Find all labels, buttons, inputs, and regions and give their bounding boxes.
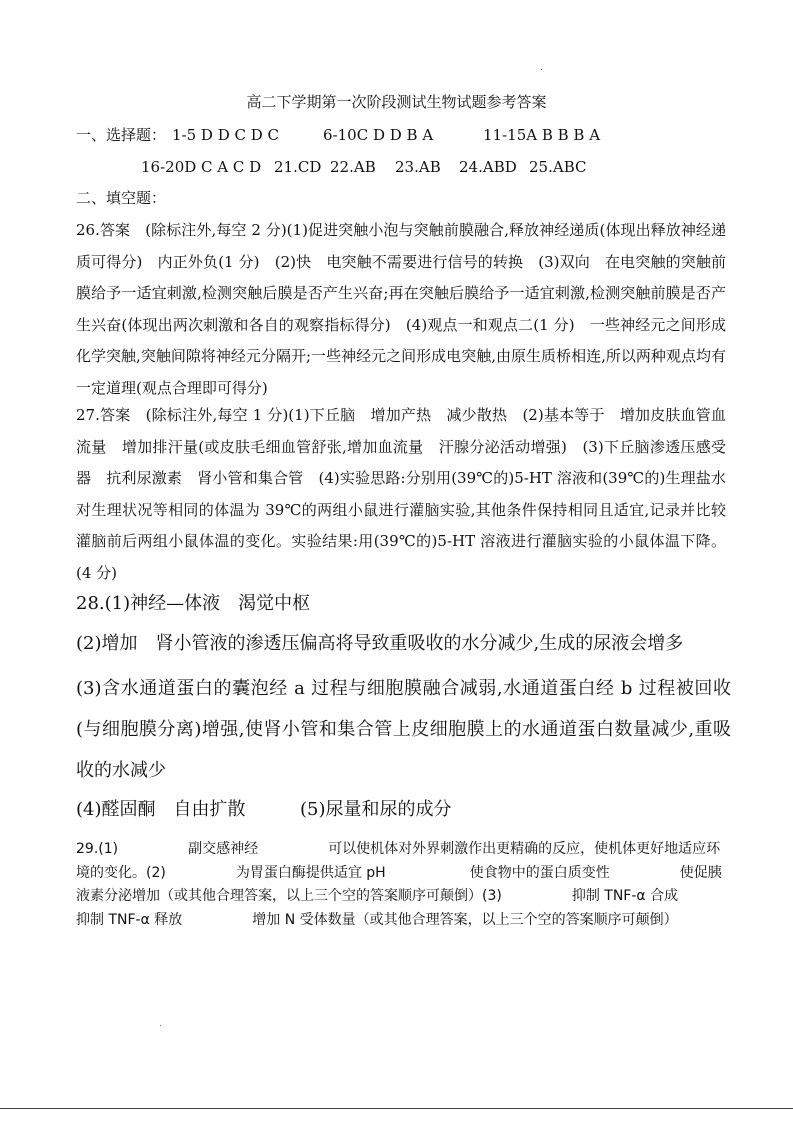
answer-29: 29.(1) 副交感神经 可以使机体对外界刺激作出更精确的反应，使机体更好地适应环境的变化。(2) 为胃蛋白酶提供适宜 pH 使食物中的蛋白质变性 使促胰液素分泌增加（或其他合理答案，以上三个空的答案顺序可颠倒）(3) 抑制 TNF-α 合成 抑制 TNF-α 释放 增加 N 受体数量（或其他合理答案，以上三个空的答案顺序可颠倒） [76, 841, 749, 928]
answer-26: 26.答案 (除标注外,每空 2 分)(1)促进突触小泡与突触前膜融合,释放神经递质(体现出释放神经递质可得分) 内正外负(1 分) (2)快 电突触不需要进行信号的转换 (3)双向 在电突触的突触前膜给予一适宜刺激,检测突触后膜是否产生兴奋;再在突触后膜给予一适宜刺激,检测突触前膜是否产生兴奋(体现出两次刺激和各自的观察指标得分) (4)观点一和观点二(1 分) 一些神经元之间形成化学突触,突触间隙将神经元分隔开;一些神经元之间形成电突触,由原生质桥相连,所以两种观点均有一定道理(观点合理即可得分) [76, 221, 726, 397]
mc-answer-24: 24.ABD [459, 158, 517, 176]
mc-answer-25: 25.ABC [529, 158, 587, 176]
answer-28-part-4: (4)醛固酮 自由扩散 [76, 799, 246, 820]
answer-28-part-1: 28.(1)神经—体液 渴觉中枢 [76, 593, 311, 614]
mc-answer-21: 21.CD [274, 158, 322, 176]
speck-mark [541, 69, 542, 70]
mc-answers-1-5: 1-5 D D C D C [172, 126, 280, 144]
mc-answers-6-10: 6-10C D D B A [323, 126, 434, 144]
mc-answers-11-15: 11-15A B B B A [483, 126, 601, 144]
answer-28-part-3: (3)含水通道蛋白的囊泡经 a 过程与细胞膜融合减弱,水通道蛋白经 b 过程被回收(与细胞膜分离)增强,使肾小管和集合管上皮细胞膜上的水通道蛋白数量减少,重吸收的水减少 [76, 678, 731, 781]
mc-answers-16-20: 16-20D C A C D [141, 158, 262, 176]
mc-answer-22: 22.AB [330, 158, 376, 176]
section-mc-heading: 一、选择题： [76, 126, 167, 144]
mc-answer-23: 23.AB [395, 158, 441, 176]
speck-mark [160, 1025, 161, 1026]
section-fill-heading: 二、填空题： [76, 189, 167, 207]
page-title: 高二下学期第一次阶段测试生物试题参考答案 [246, 93, 547, 111]
answer-28-part-2: (2)增加 肾小管液的渗透压偏高将导致重吸收的水分减少,生成的尿液会增多 [76, 633, 684, 654]
footer-rule [0, 1108, 793, 1109]
answer-28-part-5: (5)尿量和尿的成分 [300, 799, 452, 820]
answer-27: 27.答案 (除标注外,每空 1 分)(1)下丘脑 增加产热 减少散热 (2)基本等于 增加皮肤血管血流量 增加排汗量(或皮肤毛细血管舒张,增加血流量 汗腺分泌活动增强) (3)下丘脑渗透压感受器 抗利尿激素 肾小管和集合管 (4)实验思路:分别用(39℃的)5-HT 溶液和(39℃的)生理盐水对生理状况等相同的体温为 39℃的两组小鼠进行灌脑实验,其他条件保持相同且适宜,记录并比较灌脑前后两组小鼠体温的变化。实验结果:用(39℃的)5-HT 溶液进行灌脑实验的小鼠体温下降。(4 分) [76, 406, 726, 582]
